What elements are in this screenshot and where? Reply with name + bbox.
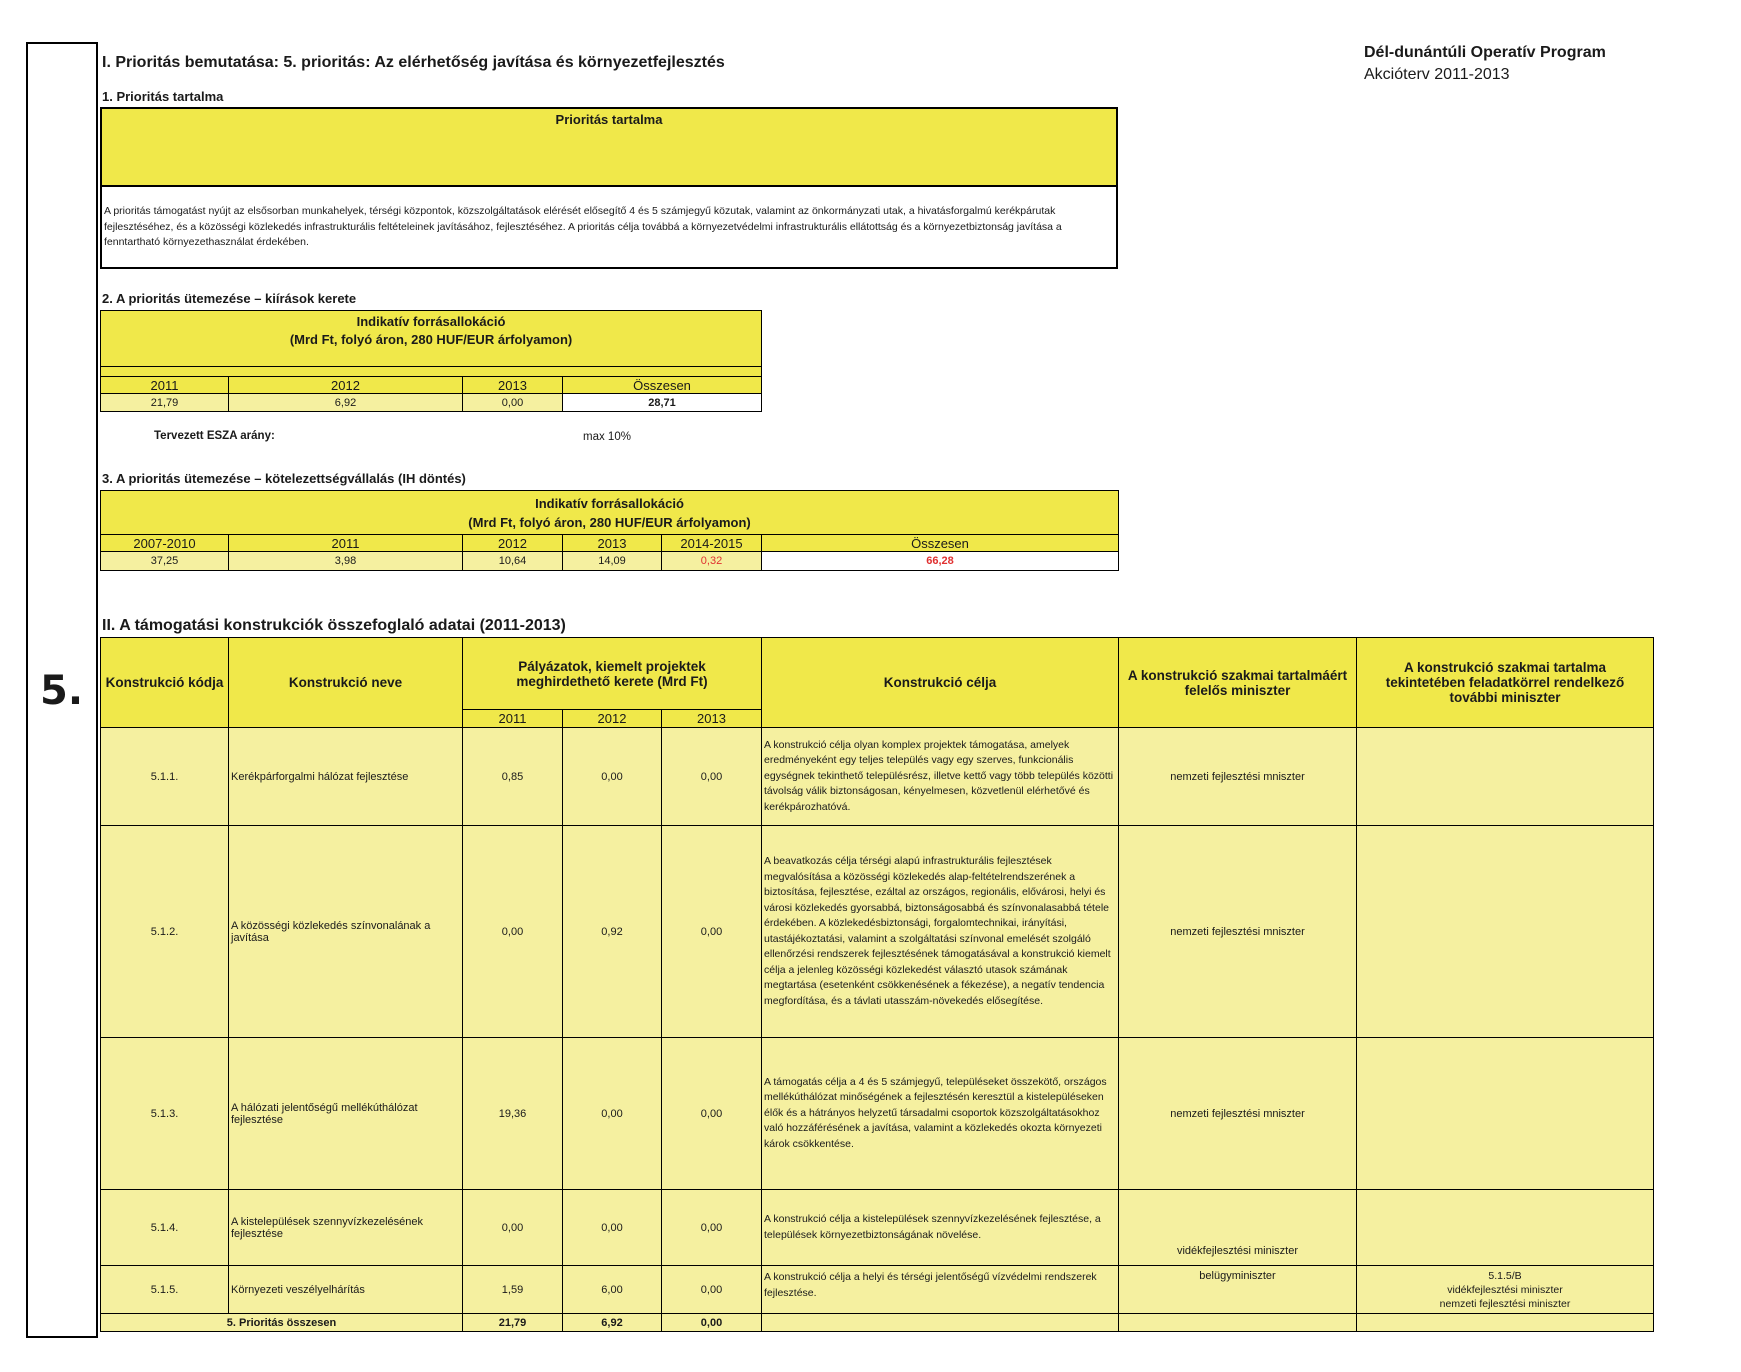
row-value-2013: 0,00 <box>662 1266 762 1314</box>
row-other-minister: 5.1.5/B vidékfejlesztési miniszter nemzeti fejlesztési miniszter <box>1357 1266 1654 1314</box>
row-name: Környezeti veszélyelhárítás <box>229 1266 463 1314</box>
allocation-spacer <box>101 367 762 377</box>
commitment-val-2007-2010: 37,25 <box>101 552 229 571</box>
header-other-minister: A konstrukció szakmai tartalma tekintetében feladatkörrel rendelkező további miniszter <box>1357 638 1654 728</box>
row-minister: belügyminiszter <box>1119 1266 1357 1314</box>
commitment-col-2012: 2012 <box>463 535 563 552</box>
row-code: 5.1.5. <box>101 1266 229 1314</box>
total-goal-empty <box>762 1314 1119 1332</box>
allocation-header <box>101 311 762 367</box>
priority-number: 5. <box>40 668 84 714</box>
allocation-val-2011: 21,79 <box>101 394 229 412</box>
commitment-val-2011: 3,98 <box>229 552 463 571</box>
section1-title: 1. Prioritás tartalma <box>102 89 224 104</box>
plan-subtitle: Akcióterv 2011-2013 <box>1364 66 1510 83</box>
total-other-empty <box>1357 1314 1654 1332</box>
section4-title: II. A támogatási konstrukciók összefoglaló adatai (2011-2013) <box>102 617 566 634</box>
row-other-minister <box>1357 826 1654 1038</box>
allocation-col-total: Összesen <box>563 377 762 394</box>
allocation-col-2012: 2012 <box>229 377 463 394</box>
commitment-col-2007-2010: 2007-2010 <box>101 535 229 552</box>
commitment-header-line1: Indikatív forrásallokáció <box>535 495 684 511</box>
header-goal: Konstrukció célja <box>762 638 1119 728</box>
commitment-table <box>100 490 1119 571</box>
allocation-val-2013: 0,00 <box>463 394 563 412</box>
commitment-col-2014-2015: 2014-2015 <box>662 535 762 552</box>
priority-content-header-label: Prioritás tartalma <box>555 112 663 127</box>
allocation-header-line2: (Mrd Ft, folyó áron, 280 HUF/EUR árfolyamon) <box>289 332 573 347</box>
row-name: A kistelepülések szennyvízkezelésének fejlesztése <box>229 1190 463 1266</box>
header-code: Konstrukció kódja <box>101 638 229 728</box>
constructions-table <box>100 637 1654 1332</box>
row-value-2013: 0,00 <box>662 728 762 826</box>
section3-title: 3. A prioritás ütemezése – kötelezettségvállalás (IH döntés) <box>102 471 466 486</box>
allocation-col-2013: 2013 <box>463 377 563 394</box>
table-row <box>101 728 1654 826</box>
commitment-col-total: Összesen <box>762 535 1119 552</box>
allocation-val-total: 28,71 <box>563 394 762 412</box>
commitment-val-2014-2015: 0,32 <box>662 552 762 571</box>
allocation-header-line1: Indikatív forrásallokáció <box>356 314 506 329</box>
row-minister: vidékfejlesztési miniszter <box>1119 1190 1357 1266</box>
row-goal: A konstrukció célja a helyi és térségi jelentőségű vízvédelmi rendszerek fejlesztése. <box>762 1266 1119 1314</box>
header-name: Konstrukció neve <box>229 638 463 728</box>
commitment-col-2013: 2013 <box>563 535 662 552</box>
row-value-2011: 0,85 <box>463 728 563 826</box>
row-other-minister <box>1357 728 1654 826</box>
row-goal: A támogatás célja a 4 és 5 számjegyű, településeket összekötő, országos mellékúthálózat minőségének a fejlesztésén keresztül a kistelepüléseken élők és a hátrányos helyzetű társadalmi csoportok közszolgáltatásokhoz való hozzáférésének a javítása, valamint a közlekedés okozta környezeti károk csökkentése. <box>762 1038 1119 1190</box>
total-label: 5. Prioritás összesen <box>101 1314 463 1332</box>
esza-label: Tervezett ESZA arány: <box>154 430 275 442</box>
header-year-2013: 2013 <box>662 710 762 728</box>
row-goal: A beavatkozás célja térségi alapú infrastrukturális fejlesztések megvalósítása a közösségi közlekedés alap-feltételrendszerének a biztosítása, fejlesztése, ezáltal az országos, regionális, elővárosi, helyi és városi közlekedés gyorsabbá, biztonságosabbá és színvonalasabbá tétele érdekében. A közlekedésbiztonsági, forgalomtechnikai, irányítási, utastájékoztatási, valamint a szolgáltatási színvonal emelését szolgáló ellenőrzési rendszerek fejlesztésének támogatásával a konstrukció kiemelt célja a jelenleg közösségi közlekedést választó utasok számának megtartása (esetenként csökkenésének a fékezése), a negatív tendencia megfordítása, és a távlati utasszám-növekedés elősegítése. <box>762 826 1119 1038</box>
row-code: 5.1.1. <box>101 728 229 826</box>
page-title: I. Prioritás bemutatása: 5. prioritás: Az elérhetőség javítása és környezetfejlesztés <box>102 54 725 71</box>
row-other-minister <box>1357 1190 1654 1266</box>
program-title: Dél-dunántúli Operatív Program <box>1364 44 1606 61</box>
allocation-table <box>100 310 762 412</box>
table-row <box>101 1266 1654 1314</box>
row-code: 5.1.3. <box>101 1038 229 1190</box>
header-minister: A konstrukció szakmai tartalmáért felelős miniszter <box>1119 638 1357 728</box>
allocation-col-2011: 2011 <box>101 377 229 394</box>
section2-title: 2. A prioritás ütemezése – kiírások kerete <box>102 291 357 306</box>
commitment-val-total: 66,28 <box>762 552 1119 571</box>
header-year-2012: 2012 <box>563 710 662 728</box>
row-value-2012: 0,00 <box>563 1190 662 1266</box>
row-value-2013: 0,00 <box>662 1190 762 1266</box>
row-name: Kerékpárforgalmi hálózat fejlesztése <box>229 728 463 826</box>
esza-value: max 10% <box>583 431 631 443</box>
row-value-2011: 0,00 <box>463 826 563 1038</box>
row-value-2013: 0,00 <box>662 826 762 1038</box>
header-year-2011: 2011 <box>463 710 563 728</box>
total-2012: 6,92 <box>563 1314 662 1332</box>
commitment-val-2013: 14,09 <box>563 552 662 571</box>
allocation-val-2012: 6,92 <box>229 394 463 412</box>
priority-content-text: A prioritás támogatást nyújt az elsősorban munkahelyek, térségi központok, közszolgáltatások elérését elősegítő 4 és 5 számjegyű közutak, valamint az önkormányzati utak, a hivatásforgalmú kerékpárutak fejlesztéséhez, és a közösségi közlekedés infrastrukturális feltételeinek javításához, fejlesztéséhez. A prioritás célja továbbá a környezetvédelmi infrastrukturális ellátottság és a környezetbiztonság javítása a fenntartható környezethasználat érdekében. <box>104 205 1062 248</box>
row-code: 5.1.4. <box>101 1190 229 1266</box>
row-minister: nemzeti fejlesztési mniszter <box>1119 728 1357 826</box>
table-row <box>101 1038 1654 1190</box>
priority-content-header <box>102 109 1116 187</box>
total-2011: 21,79 <box>463 1314 563 1332</box>
row-goal: A konstrukció célja olyan komplex projektek támogatása, amelyek eredményeként egy teljes település vagy egy szerves, funkcionális egységnek tekinthető településrész, illetve kettő vagy több település közötti távolság válik biztonságosan, kényelmesen, közvetlenül elérhetővé és kerékpározhatóvá. <box>762 728 1119 826</box>
row-value-2013: 0,00 <box>662 1038 762 1190</box>
table-row <box>101 826 1654 1038</box>
row-minister: nemzeti fejlesztési mniszter <box>1119 826 1357 1038</box>
commitment-header-line2: (Mrd Ft, folyó áron, 280 HUF/EUR árfolyamon) <box>468 514 751 530</box>
row-minister: nemzeti fejlesztési mniszter <box>1119 1038 1357 1190</box>
row-goal: A konstrukció célja a kistelepülések szennyvízkezelésének fejlesztése, a települések környezetbiztonságának növelése. <box>762 1190 1119 1266</box>
commitment-header <box>101 491 1119 535</box>
row-name: A hálózati jelentőségű mellékúthálózat fejlesztése <box>229 1038 463 1190</box>
row-code: 5.1.2. <box>101 826 229 1038</box>
row-value-2012: 0,92 <box>563 826 662 1038</box>
row-value-2011: 0,00 <box>463 1190 563 1266</box>
header-frame: Pályázatok, kiemelt projektek meghirdethető kerete (Mrd Ft) <box>463 638 762 710</box>
row-name: A közösségi közlekedés színvonalának a javítása <box>229 826 463 1038</box>
priority-content-box <box>100 107 1118 269</box>
total-row <box>101 1314 1654 1332</box>
total-2013: 0,00 <box>662 1314 762 1332</box>
row-value-2012: 0,00 <box>563 728 662 826</box>
row-value-2012: 0,00 <box>563 1038 662 1190</box>
commitment-col-2011: 2011 <box>229 535 463 552</box>
total-minister-empty <box>1119 1314 1357 1332</box>
commitment-val-2012: 10,64 <box>463 552 563 571</box>
table-row <box>101 1190 1654 1266</box>
row-value-2012: 6,00 <box>563 1266 662 1314</box>
row-value-2011: 1,59 <box>463 1266 563 1314</box>
row-value-2011: 19,36 <box>463 1038 563 1190</box>
row-other-minister <box>1357 1038 1654 1190</box>
